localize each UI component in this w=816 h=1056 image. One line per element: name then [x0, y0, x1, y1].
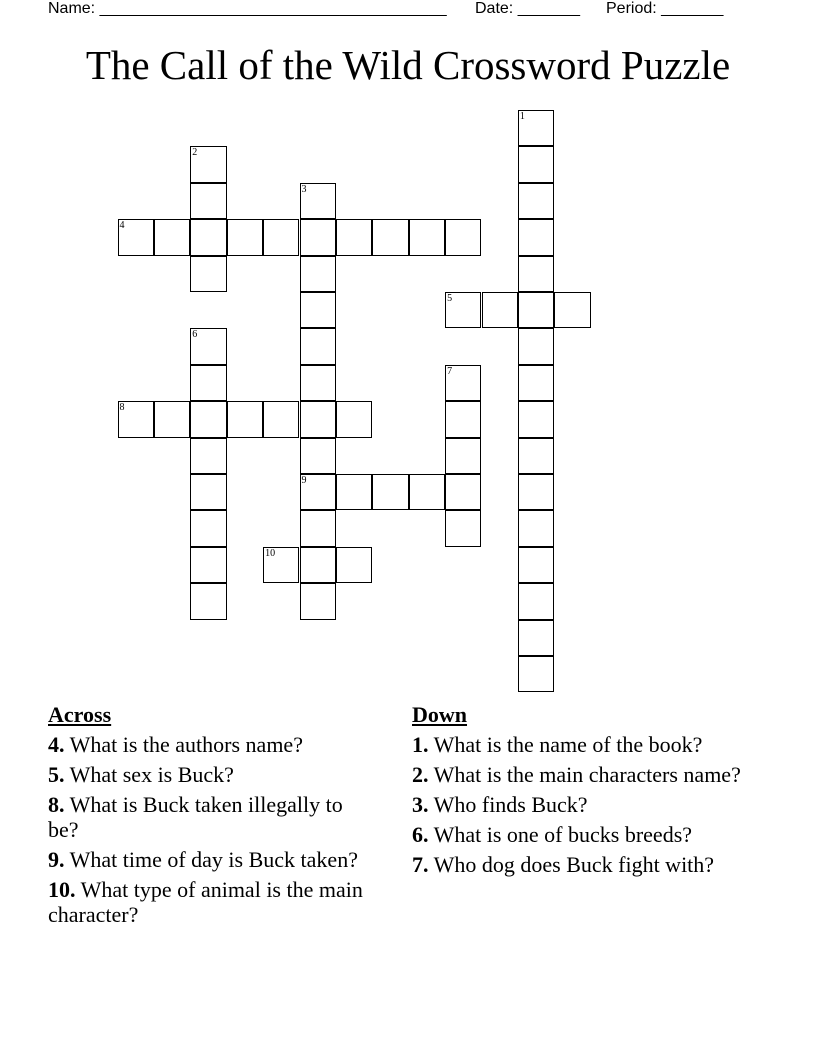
clue-text: What is the name of the book?	[428, 732, 703, 757]
crossword-cell[interactable]	[154, 401, 190, 437]
page-title: The Call of the Wild Crossword Puzzle	[85, 42, 731, 88]
clue-text: What sex is Buck?	[64, 762, 234, 787]
crossword-cell[interactable]	[300, 365, 336, 401]
clue-text: What is the main characters name?	[428, 762, 741, 787]
down-clues	[412, 701, 762, 882]
crossword-cell[interactable]	[190, 583, 226, 619]
crossword-cell[interactable]	[190, 256, 226, 292]
crossword-cell[interactable]	[300, 219, 336, 255]
cell-number: 5	[447, 293, 453, 304]
crossword-cell[interactable]	[518, 328, 554, 364]
period-field-label[interactable]: Period: _______	[606, 0, 724, 17]
crossword-cell[interactable]	[372, 474, 408, 510]
date-field-label[interactable]: Date: _______	[475, 0, 580, 17]
crossword-cell[interactable]	[518, 438, 554, 474]
cell-number: 8	[119, 402, 125, 414]
cell-number: 7	[447, 365, 453, 377]
cell-number: 4	[119, 220, 125, 232]
crossword-cell[interactable]	[518, 474, 554, 510]
crossword-cell[interactable]	[482, 292, 518, 328]
crossword-cell[interactable]	[190, 328, 226, 364]
crossword-cell[interactable]	[518, 183, 554, 219]
clue-across-8	[48, 792, 378, 842]
cell-number: 3	[301, 183, 307, 195]
across-heading: Across	[48, 702, 112, 727]
down-heading: Down	[412, 702, 468, 727]
clue-down-2	[412, 762, 762, 787]
clue-text: What is Buck taken illegally to be?	[48, 792, 343, 842]
crossword-cell[interactable]	[518, 146, 554, 182]
crossword-cell[interactable]	[518, 110, 554, 146]
crossword-cell[interactable]	[190, 474, 226, 510]
crossword-cell[interactable]	[300, 401, 336, 437]
crossword-cell[interactable]	[300, 183, 336, 219]
crossword-cell[interactable]	[518, 547, 554, 583]
clue-down-7	[412, 852, 762, 877]
crossword-cell[interactable]	[518, 401, 554, 437]
across-clues	[48, 701, 378, 932]
clue-text: Who dog does Buck fight with?	[428, 852, 715, 877]
cell-number: 1	[519, 111, 525, 122]
crossword-cell[interactable]	[190, 219, 226, 255]
clue-number: 10.	[48, 877, 76, 902]
crossword-cell[interactable]	[300, 328, 336, 364]
crossword-cell[interactable]	[190, 547, 226, 583]
crossword-cell[interactable]	[300, 438, 336, 474]
crossword-cell[interactable]	[518, 292, 554, 328]
clue-number: 7.	[412, 852, 429, 877]
crossword-cell[interactable]	[190, 183, 226, 219]
crossword-cell[interactable]	[227, 219, 263, 255]
cell-number: 10	[265, 547, 276, 559]
clue-number: 2.	[412, 762, 429, 787]
crossword-cell[interactable]	[300, 292, 336, 328]
crossword-cell[interactable]	[518, 219, 554, 255]
crossword-cell[interactable]	[518, 583, 554, 619]
crossword-cell[interactable]	[300, 547, 336, 583]
clue-across-4	[48, 732, 378, 757]
crossword-cell[interactable]	[336, 474, 372, 510]
clue-across-9	[48, 847, 378, 872]
clue-text: Who finds Buck?	[428, 792, 588, 817]
name-field-label[interactable]: Name: _______________________________________	[48, 0, 447, 17]
clue-across-5	[48, 762, 378, 787]
crossword-cell[interactable]	[263, 401, 299, 437]
crossword-cell[interactable]	[336, 547, 372, 583]
clue-text: What type of animal is the main character?	[48, 877, 363, 927]
crossword-cell[interactable]	[190, 401, 226, 437]
crossword-cell[interactable]	[409, 219, 445, 255]
cell-number: 6	[192, 329, 198, 341]
crossword-cell[interactable]	[518, 656, 554, 692]
clue-number: 1.	[412, 732, 429, 757]
crossword-cell[interactable]	[445, 510, 481, 546]
crossword-cell[interactable]	[300, 256, 336, 292]
clue-down-1	[412, 732, 762, 757]
crossword-cell[interactable]	[190, 438, 226, 474]
crossword-cell[interactable]	[190, 365, 226, 401]
crossword-cell[interactable]	[445, 219, 481, 255]
clue-down-3	[412, 792, 762, 817]
crossword-cell[interactable]	[409, 474, 445, 510]
clue-number: 6.	[412, 822, 429, 847]
crossword-cell[interactable]	[445, 365, 481, 401]
crossword-cell[interactable]	[336, 219, 372, 255]
crossword-cell[interactable]	[190, 146, 226, 182]
clue-across-10	[48, 877, 378, 927]
crossword-cell[interactable]	[336, 401, 372, 437]
crossword-cell[interactable]	[300, 510, 336, 546]
clue-down-6	[412, 822, 762, 847]
crossword-cell[interactable]	[300, 474, 336, 510]
crossword-cell[interactable]	[372, 219, 408, 255]
clue-number: 4.	[48, 732, 65, 757]
crossword-cell[interactable]	[263, 547, 299, 583]
clue-text: What is the authors name?	[64, 732, 303, 757]
clue-number: 9.	[48, 847, 65, 872]
clue-number: 5.	[48, 762, 65, 787]
crossword-cell[interactable]	[300, 583, 336, 619]
cell-number: 9	[301, 475, 307, 486]
clue-number: 3.	[412, 792, 429, 817]
crossword-cell[interactable]	[518, 510, 554, 546]
cell-number: 2	[192, 147, 198, 159]
crossword-cell[interactable]	[118, 401, 154, 437]
crossword-cell[interactable]	[518, 256, 554, 292]
crossword-cell[interactable]	[445, 474, 481, 510]
crossword-cell[interactable]	[154, 219, 190, 255]
crossword-cell[interactable]	[190, 510, 226, 546]
clue-text: What is one of bucks breeds?	[428, 822, 693, 847]
crossword-cell[interactable]	[445, 438, 481, 474]
crossword-cell[interactable]	[227, 401, 263, 437]
crossword-cell[interactable]	[118, 219, 154, 255]
crossword-cell[interactable]	[445, 292, 481, 328]
clue-number: 8.	[48, 792, 65, 817]
crossword-cell[interactable]	[445, 401, 481, 437]
crossword-cell[interactable]	[263, 219, 299, 255]
clue-text: What time of day is Buck taken?	[64, 847, 358, 872]
crossword-cell[interactable]	[518, 365, 554, 401]
crossword-cell[interactable]	[518, 620, 554, 656]
crossword-cell[interactable]	[554, 292, 590, 328]
